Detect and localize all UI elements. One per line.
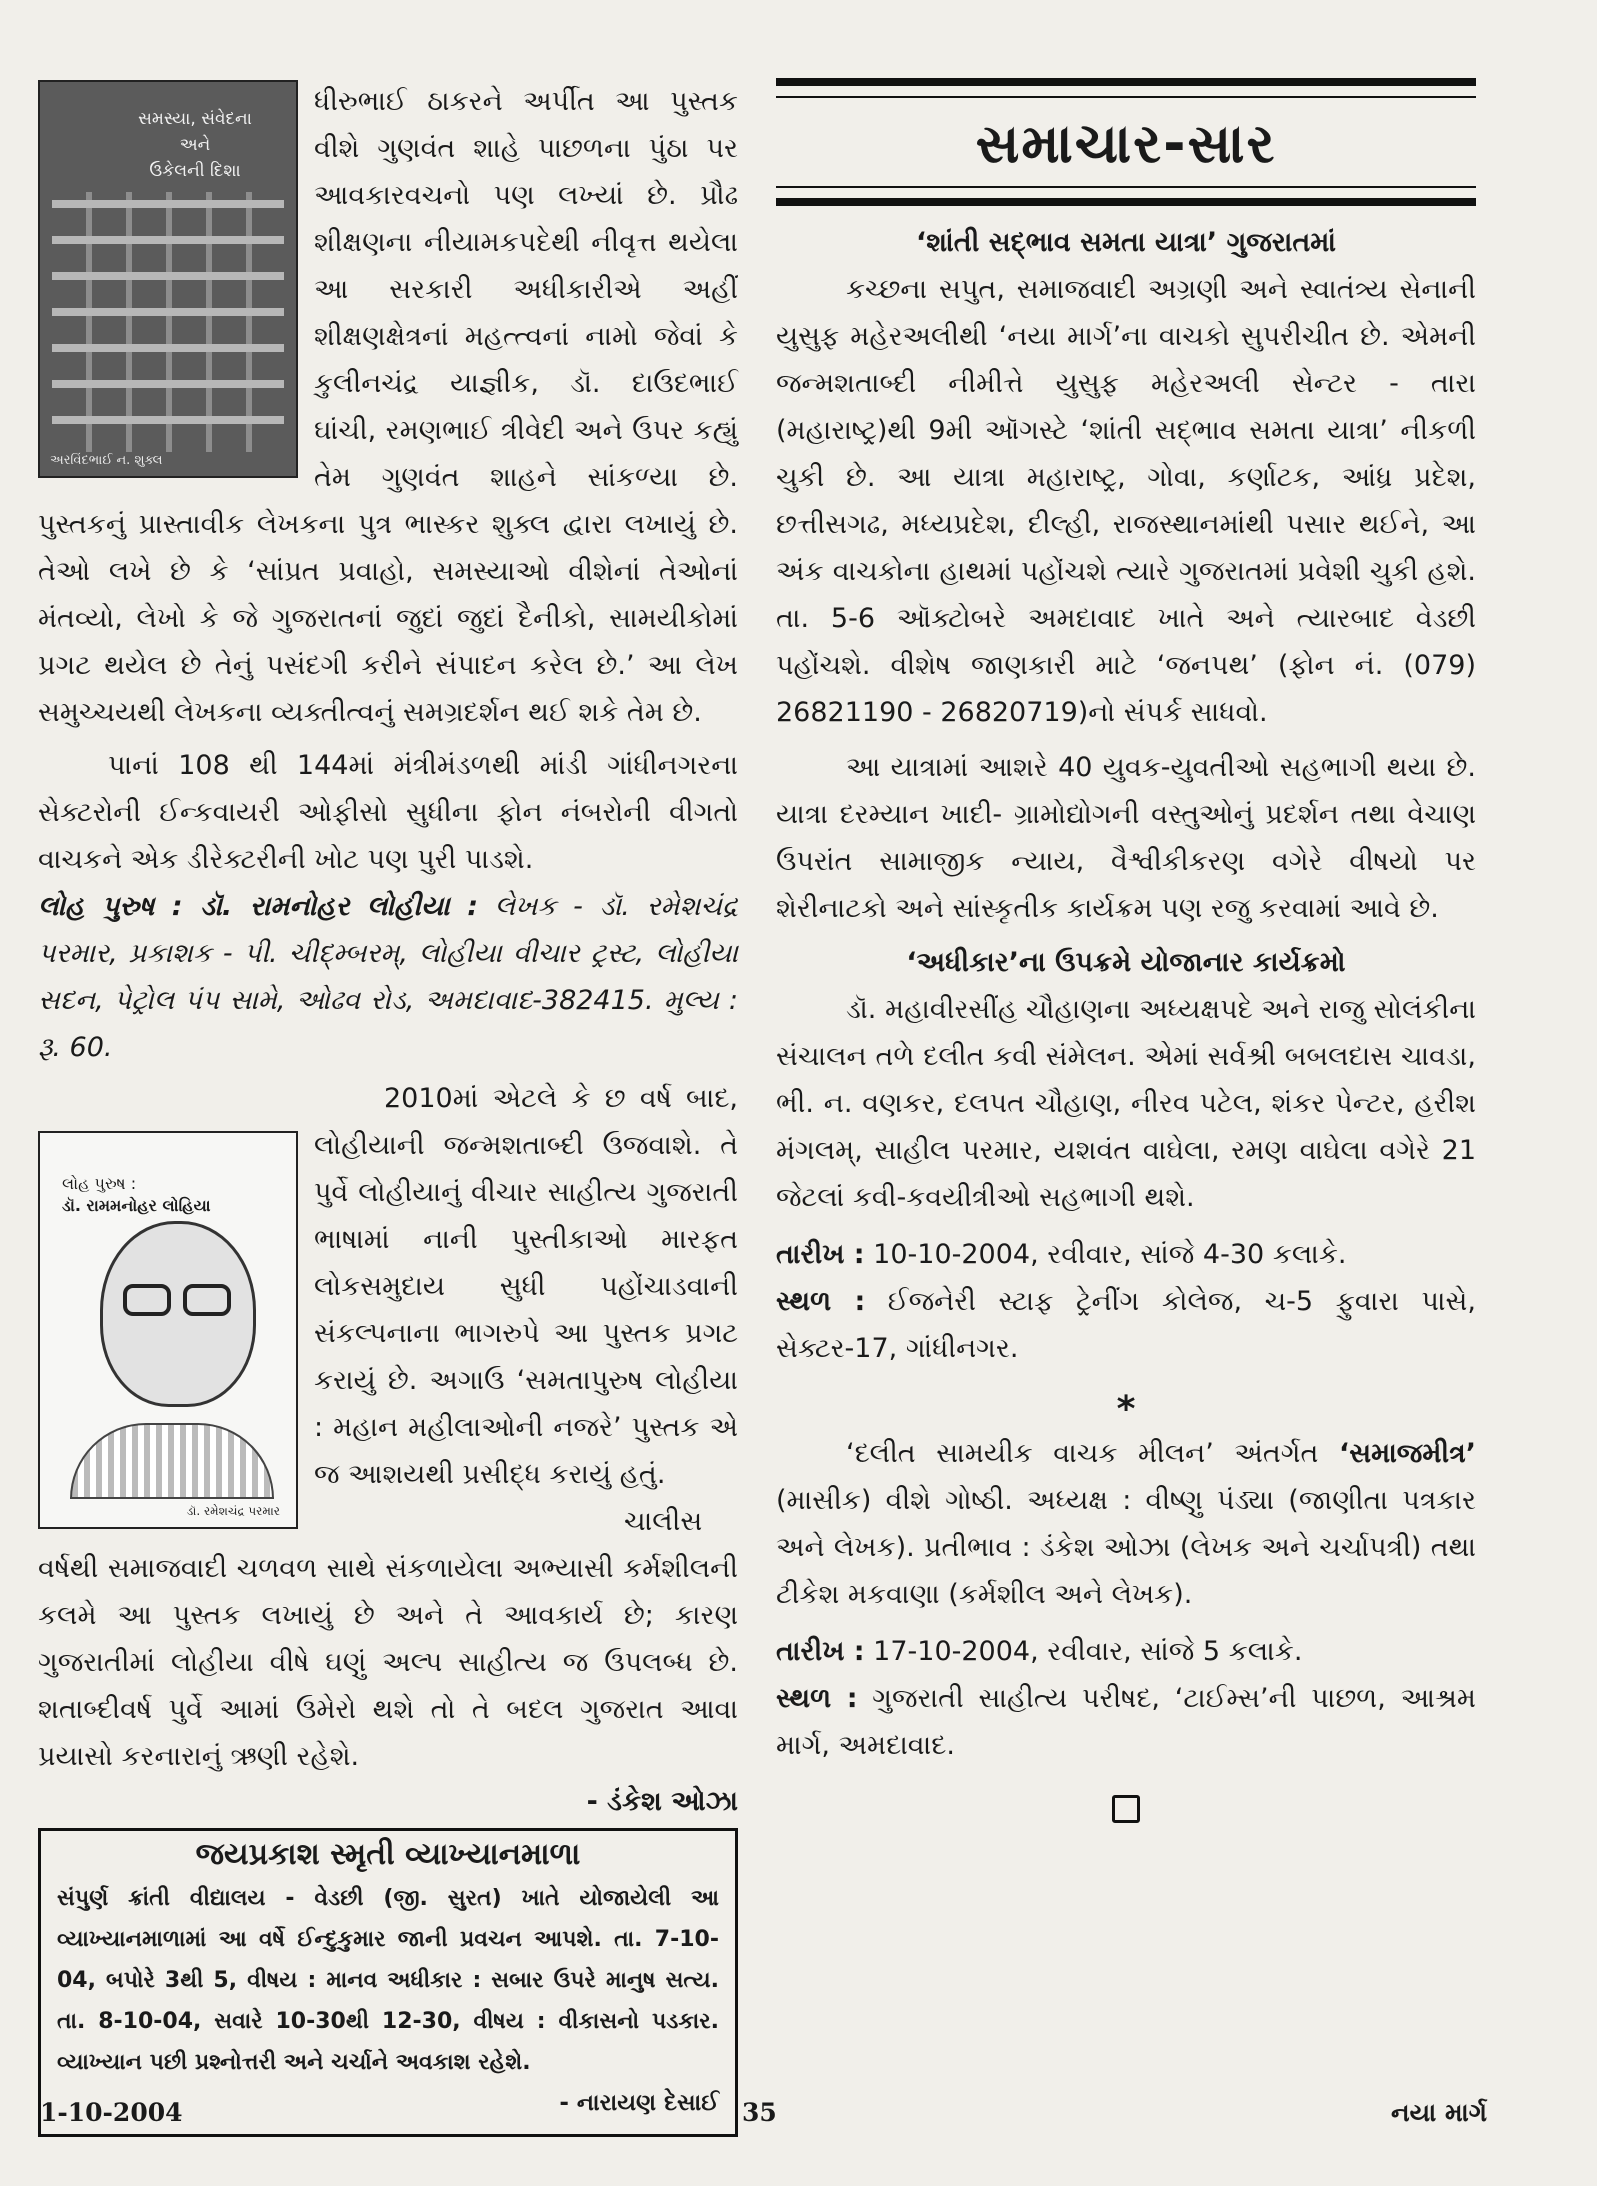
page-number: 35: [742, 2098, 777, 2127]
review-text: પાનાં 108 થી 144માં મંત્રીમંડળથી માંડી ગાંધીનગરના સેક્ટરોની ઈન્કવાયરી ઓફીસો સુધીના ફોન નંબરોની વીગતો વાચકને એક ડીરેક્ટરીની ખોટ પણ પુરી પાડશે.: [38, 750, 738, 875]
right-column: [776, 78, 1476, 1827]
review-byline: - ડંકેશ ઓઝા: [586, 1786, 738, 1817]
date-value: 10-10-2004, રવીવાર, સાંજે 4-30 કલાકે.: [864, 1239, 1347, 1270]
portrait-illustration: [100, 1221, 256, 1407]
date-label: તારીખ :: [776, 1239, 865, 1270]
review-paragraph: [38, 1498, 738, 1780]
magazine-name: ‘સમાજમીત્ર’: [1339, 1438, 1476, 1469]
section-masthead: [776, 78, 1476, 206]
place-value: ગુજરાતી સાહીત્ય પરીષદ, ‘ટાઈમ્સ’ની પાછળ, આશ્રમ માર્ગ, અમદાવાદ.: [776, 1683, 1476, 1761]
lecture-series-box: [38, 1828, 738, 2137]
cover-title-line: અને: [179, 135, 211, 155]
cover-title-line: ડૉ. રામમનોહર લોહિયા: [62, 1196, 211, 1215]
cover-title-line: ઉકેલની દિશા: [149, 161, 241, 181]
news-heading: ‘શાંતી સદ્ભાવ સમતા યાત્રા’ ગુજરાતમાં: [916, 227, 1336, 258]
date-value: 17-10-2004, રવીવાર, સાંજે 5 કલાકે.: [864, 1636, 1303, 1667]
review-text: 2010માં એટલે કે છ વર્ષ બાદ, લોહીયાની જન્મશતાબ્દી ઉજવાશે. તે પુર્વે લોહીયાનું વીચાર સાહીત્ય ગુજરાતી ભાષામાં નાની પુસ્તીકાઓ મારફત લોકસમુદાય સુધી પહોંચાડવાની સંકલ્પનાના ભાગરુપે આ પુસ્તક પ્રગટ કરાયું છે. અગાઉ ‘સમતાપુરુષ લોહીયા : મહાન મહીલાઓની નજરે’ પુસ્તક એ જ આશયથી પ્રસીદ્ધ કરાયું હતું.: [314, 1083, 738, 1490]
news-paragraph: ડૉ. મહાવીરસીંહ ચૌહાણના અધ્યક્ષપદે અને રાજુ સોલંકીના સંચાલન તળે દલીત કવી સંમેલન. એમાં સર્વશ્રી બબલદાસ ચાવડા, ભી. ન. વણકર, દલપત ચૌહાણ, નીરવ પટેલ, શંકર પેન્ટર, હરીશ મંગલમ્, સાહીલ પરમાર, યશવંત વાઘેલા, રમણ વાઘેલા વગેરે 21 જેટલાં કવી-કવયીત્રીઓ સહભાગી થશે.: [776, 994, 1476, 1213]
book-cover-author: અરવિંદભાઈ ન. શુક્લ: [50, 453, 163, 468]
review-paragraph: [38, 78, 738, 736]
news-heading: ‘અધીકાર’ના ઉપક્રમે યોજાનાર કાર્યક્રમો: [906, 947, 1346, 978]
section-title: સમાચાર-સાર: [975, 112, 1277, 175]
end-square-icon: [1112, 1795, 1140, 1823]
review-text: ચાલીસ વર્ષથી સમાજવાદી ચળવળ સાથે સંકળાયેલા અભ્યાસી કર્મશીલની કલમે આ પુસ્તક લખાયું છે અને તે આવકાર્ય છે; કારણ ગુજરાતીમાં લોહીયા વીષે ઘણું અલ્પ સાહીત્ય જ ઉપલબ્ધ છે. શતાબ્દીવર્ષ પુર્વે આમાં ઉમેરો થશે તો તે બદલ ગુજરાત આવા પ્રયાસો કરનારાનું ઋણી રહેશે.: [38, 1506, 738, 1772]
glasses-graphic: [123, 1284, 171, 1316]
review-paragraph: [38, 742, 738, 883]
date-label: તારીખ :: [776, 1636, 865, 1667]
glasses-graphic: [183, 1284, 231, 1316]
news-paragraph: કચ્છના સપુત, સમાજવાદી અગ્રણી અને સ્વાતંત્ર્ય સેનાની યુસુફ મહેરઅલીથી ‘નયા માર્ગ’ના વાચકો સુપરીચીત છે. એમની જન્મશતાબ્દી નીમીત્તે યુસુફ મહેરઅલી સેન્ટર - તારા (મહારાષ્ટ્ર)થી 9મી ઑગસ્ટે ‘શાંતી સદ્ભાવ સમતા યાત્રા’ નીકળી ચુકી છે. આ યાત્રા મહારાષ્ટ્ર, ગોવા, કર્ણાટક, આંધ્ર પ્રદેશ, છત્તીસગઢ, મધ્યપ્રદેશ, દીલ્હી, રાજસ્થાનમાંથી પસાર થઈને, આ અંક વાચકોના હાથમાં પહોંચશે ત્યારે ગુજરાતમાં પ્રવેશી ચુકી હશે. તા. 5-6 ઑક્ટોબરે અમદાવાદ ખાતે અને ત્યારબાદ વેડછી પહોંચશે. વીશેષ જાણકારી માટે ‘જનપથ’ (ફોન નં. (079) 26821190 - 26820719)નો સંપર્ક સાધવો.: [776, 274, 1476, 728]
news-text: ‘દલીત સામયીક વાચક મીલન’ અંતર્ગત: [846, 1438, 1339, 1469]
review-text: ધીરુભાઈ ઠાકરને અર્પીત આ પુસ્તક વીશે ગુણવંત શાહે પાછળના પુંઠા પર આવકારવચનો પણ લખ્યાં છે. પ્રૌઢ શીક્ષણના નીયામકપદેથી નીવૃત્ત થયેલા આ સરકારી અધીકારીએ અહીં શીક્ષણક્ષેત્રનાં મહત્ત્વનાં નામો જેવાં કે કુલીનચંદ્ર યાજ્ઞીક, ડૉ. દાઉદભાઈ ઘાંચી, રમણભાઈ ત્રીવેદી અને ઉપર કહ્યું તેમ ગુણવંત શાહને સાંકળ્યા છે. પુસ્તકનું પ્રાસ્તાવીક લેખકના પુત્ર ભાસ્કર શુક્લ દ્વારા લખાયું છે. તેઓ લખે છે કે ‘સાંપ્રત પ્રવાહો, સમસ્યાઓ વીશેનાં તેઓનાં મંતવ્યો, લેખો કે જે ગુજરાતનાં જુદાં જુદાં દૈનીકો, સામયીકોમાં પ્રગટ થયેલ છે તેનું પસંદગી કરીને સંપાદન કરેલ છે.’ આ લેખ સમુચ્ચયથી લેખકના વ્યક્તીત્વનું સમગ્રદર્શન થઈ શકે તેમ છે.: [38, 86, 738, 728]
issue-date: 1-10-2004: [40, 2098, 183, 2127]
cover-title-line: લોહ પુરુષ :: [62, 1174, 137, 1193]
parliament-illustration: [70, 1423, 274, 1499]
event-date: [776, 1628, 1476, 1675]
box-title: જયપ્રકાશ સ્મૃતી વ્યાખ્યાનમાળા: [195, 1837, 581, 1872]
news-paragraph: આ યાત્રામાં આશરે 40 યુવક-યુવતીઓ સહભાગી થયા છે. યાત્રા દરમ્યાન ખાદી- ગ્રામોદ્યોગની વસ્તુઓનું પ્રદર્શન તથા વેચાણ ઉપરાંત સામાજીક ન્યાય, વૈશ્વીકીકરણ વગેરે વીષયો પર શેરીનાટકો અને સાંસ્કૃતીક કાર્યક્રમ પણ રજુ કરવામાં આવે છે.: [776, 752, 1476, 924]
magazine-name: નયા માર્ગ: [1391, 2098, 1487, 2127]
event-place: [776, 1278, 1476, 1372]
place-label: સ્થળ :: [776, 1683, 858, 1714]
cover-title-line: સમસ્યા, સંવેદના: [138, 109, 252, 129]
left-column: [38, 78, 738, 2137]
place-value: ઈજનેરી સ્ટાફ ટ્રેનીંગ કોલેજ, ચ-5 ફુવારા પાસે, સેક્ટર-17, ગાંધીનગર.: [776, 1286, 1476, 1364]
book-cover-image: [38, 1131, 298, 1529]
event-date: [776, 1231, 1476, 1278]
book-title: લોહ પુરુષ : ડૉ. રામનોહર લોહીયા :: [38, 891, 478, 922]
book-cover-title: [62, 1173, 211, 1217]
news-text: (માસીક) વીશે ગોષ્ઠી. અધ્યક્ષ : વીષ્ણુ પંડ્યા (જાણીતા પત્રકાર અને લેખક). પ્રતીભાવ : ડંકેશ ઓઝા (લેખક અને ચર્ચાપત્રી) તથા ટીકેશ મકવાણા (કર્મશીલ અને લેખક).: [776, 1485, 1476, 1610]
page-footer: [40, 2098, 1487, 2134]
book-details: લેખક - ડૉ. રમેશચંદ્ર પરમાર, પ્રકાશક - પી. ચીદ્મ્બરમ્, લોહીયા વીચાર ટ્રસ્ટ, લોહીયા સદન, પેટ્રોલ પંપ સામે, ઓઢવ રોડ, અમદાવાદ-382415. મુલ્ય : રૂ. 60.: [38, 891, 738, 1063]
box-signature: - નારાયણ દેસાઈ: [559, 2090, 719, 2116]
news-paragraph: [776, 1430, 1476, 1618]
end-mark: [776, 1795, 1476, 1827]
place-label: સ્થળ :: [776, 1286, 866, 1317]
event-place: [776, 1675, 1476, 1769]
separator-star: *: [1116, 1389, 1136, 1430]
book-info: [38, 883, 738, 1071]
box-body: સંપુર્ણ ક્રાંતી વીદ્યાલય - વેડછી (જી. સુરત) ખાતે યોજાયેલી આ વ્યાખ્યાનમાળામાં આ વર્ષે ઈન્દુકુમાર જાની પ્રવચન આપશે. તા. 7-10-04, બપોરે 3થી 5, વીષય : માનવ અધીકાર : સબાર ઉપરે માનુષ સત્ય. તા. 8-10-04, સવારે 10-30થી 12-30, વીષય : વીકાસનો પડકાર. વ્યાખ્યાન પછી પ્રશ્નોત્તરી અને ચર્ચાને અવકાશ રહેશે.: [57, 1886, 719, 2075]
float-spacer: [38, 78, 314, 478]
book-cover-author: ડૉ. રમેશચંદ્ર પરમાર: [186, 1504, 280, 1518]
